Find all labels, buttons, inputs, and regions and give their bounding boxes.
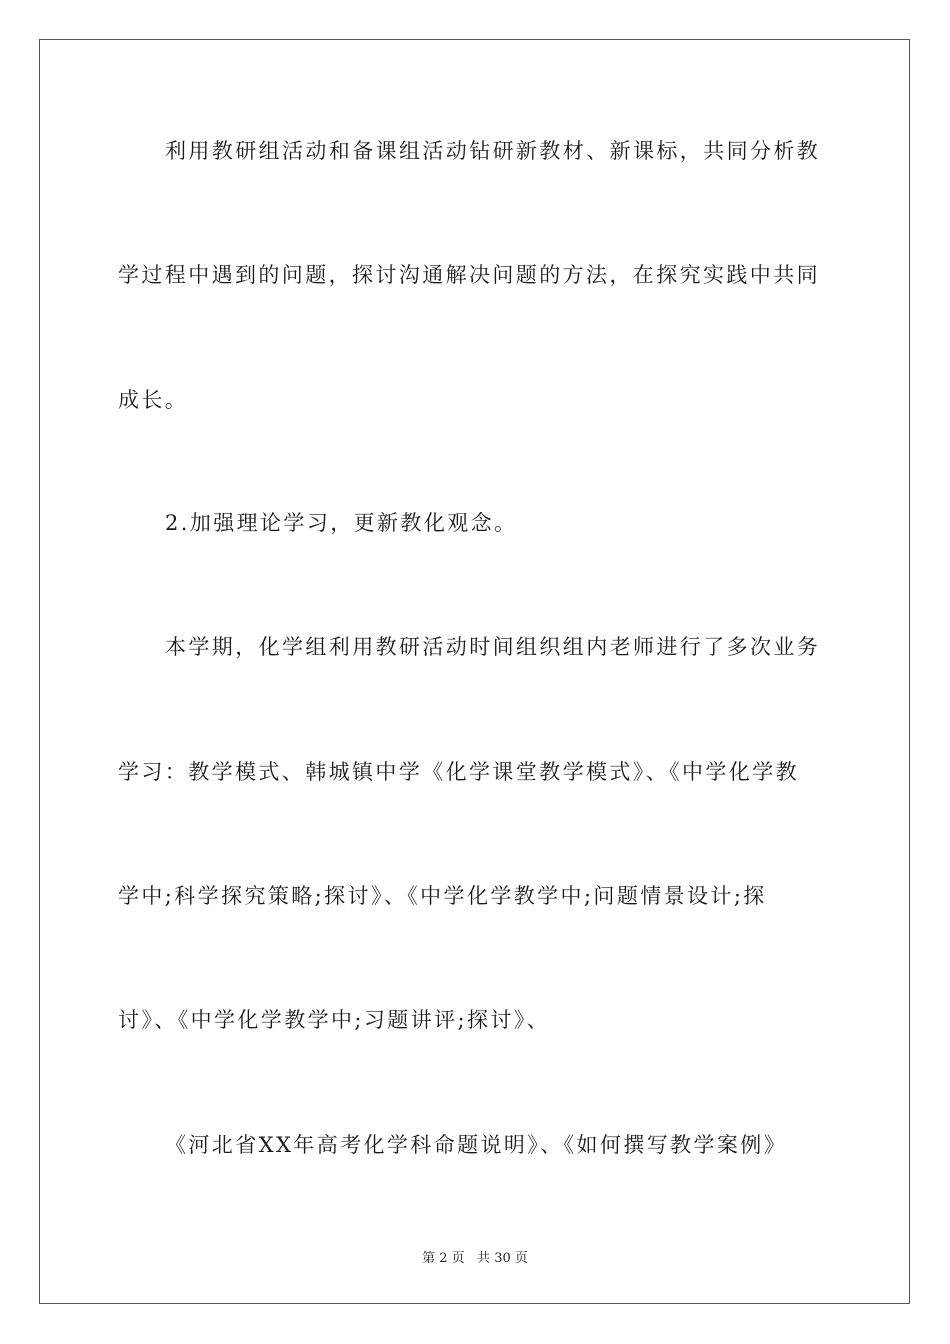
paragraph-line: 成长。 — [118, 388, 189, 412]
paragraph-line: 学习：教学模式、韩城镇中学《化学课堂教学模式》、《中学化学教 — [118, 760, 799, 784]
page-border — [39, 39, 910, 1304]
paragraph-line: 讨》、《中学化学教学中;习题讲评;探讨》、 — [118, 1008, 551, 1032]
paragraph-line: 利用教研组活动和备课组活动钻研新教材、新课标，共同分析教 — [165, 139, 821, 163]
paragraph-line: 学中;科学探究策略;探讨》、《中学化学教学中;问题情景设计;探 — [118, 884, 767, 908]
page-indicator: 第 2 页 共 30 页 — [422, 1251, 528, 1266]
paragraph-line: 《河北省XX年高考化学科命题说明》、《如何撰写教学案例》 — [165, 1133, 788, 1157]
paragraph-line: 学过程中遇到的问题，探讨沟通解决问题的方法，在探究实践中共同 — [118, 263, 820, 287]
section-heading: 2.加强理论学习，更新教化观念。 — [165, 511, 518, 535]
paragraph-line: 本学期，化学组利用教研活动时间组织组内老师进行了多次业务 — [165, 635, 821, 659]
